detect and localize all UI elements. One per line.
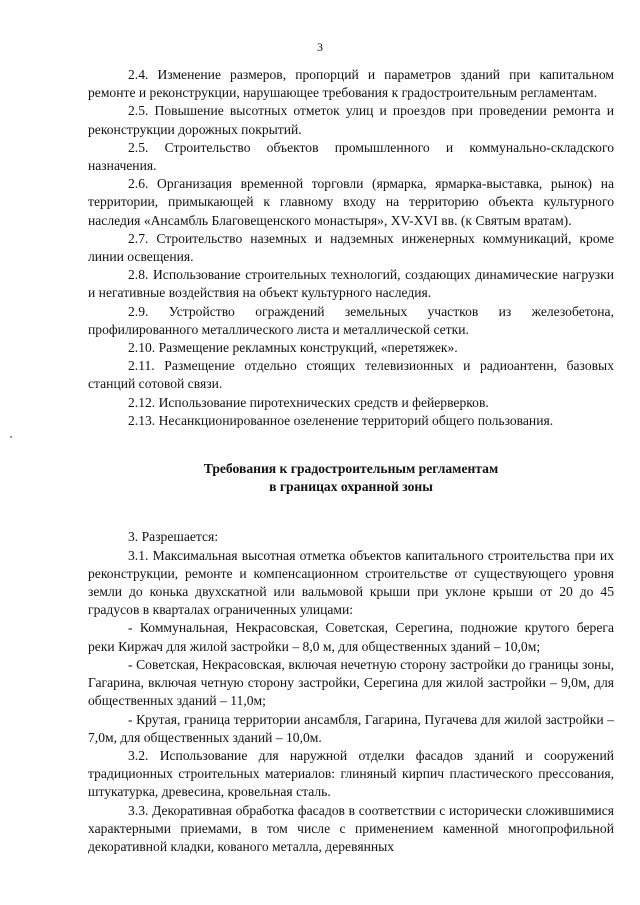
paragraph: 3.3. Декоративная обработка фасадов в соответствии с исторически сложившимися характерными приемами, в том числе с применением каменной многопрофильной декоративной кладки, кованого металла, деревянных <box>88 802 614 854</box>
paragraph: 3.1. Максимальная высотная отметка объектов капитального строительства при их реконструкции, ремонте и компенсационном строительстве от существующего уровня земли до конька двухскатной или вальмовой крыши при уклоне крыши от 20 до 45 градусов в кварталах ограниченных улицами: <box>88 547 614 618</box>
paragraph: 3. Разрешается: <box>128 529 219 545</box>
paragraph: 2.8. Использование строительных технологий, создающих динамические нагрузки и негативные воздействия на объект культурного наследия. <box>88 267 614 301</box>
section-heading-line-1: Требования к градостроительным регламентам <box>203 461 499 477</box>
paragraph: 2.5. Повышение высотных отметок улиц и проездов при проведении ремонта и реконструкции дорожных покрытий. <box>88 103 614 137</box>
paragraph: - Советская, Некрасовская, включая нечетную сторону застройки до границы зоны, Гагарина, включая четную сторону застройки, Серегина для жилой застройки – 9,0м, для общественных зданий – 11,0м; <box>88 656 614 709</box>
document-body <box>88 66 614 856</box>
paragraph: - Коммунальная, Некрасовская, Советская, Серегина, подножие крутого берега реки Киржач для жилой застройки – 8,0 м, для общественных зданий – 10,0м; <box>88 620 614 654</box>
spacer <box>88 496 614 528</box>
paragraph: 2.13. Несанкционированное озеленение территорий общего пользования. <box>128 412 554 428</box>
paragraph: 2.7. Строительство наземных и надземных инженерных коммуникаций, кроме линии освещения. <box>88 230 614 265</box>
paragraph: 3.2. Использование для наружной отделки фасадов зданий и сооружений традиционных строительных материалов: глиняный кирпич пластического прессования, штукатурка, древесина, кровельная сталь. <box>88 747 614 800</box>
paragraph: 2.10. Размещение рекламных конструкций, «перетяжек». <box>128 340 458 356</box>
paragraph: 2.9. Устройство ограждений земельных участков из железобетона, профилированного металлического листа и металлической сетки. <box>88 303 614 337</box>
spacer <box>88 430 614 460</box>
paragraph: 2.4. Изменение размеров, пропорций и параметров зданий при капитальном ремонте и реконструкции, нарушающее требования к градостроительным регламентам. <box>88 67 614 101</box>
paragraph: 2.11. Размещение отдельно стоящих телевизионных и радиоантенн, базовых станций сотовой связи. <box>88 358 614 392</box>
paragraph: 2.6. Организация временной торговли (ярмарка, ярмарка-выставка, рынок) на территории, примыкающей к главному входу на территорию объекта культурного наследия «Ансамбль Благовещенского монастыря», XV-XVI вв. (к Святым вратам). <box>88 176 614 228</box>
page-number: 3 <box>317 40 323 54</box>
section-heading-line-2: в границах охранной зоны <box>269 479 433 495</box>
scan-speck <box>10 436 12 438</box>
paragraph: - Крутая, граница территории ансамбля, Гагарина, Пугачева для жилой застройки – 7,0м, для общественных зданий – 10,0м. <box>88 711 614 745</box>
paragraph: 2.12. Использование пиротехнических средств и фейерверков. <box>128 394 489 410</box>
paragraph: 2.5. Строительство объектов промышленного и коммунально-складского назначения. <box>88 139 614 174</box>
